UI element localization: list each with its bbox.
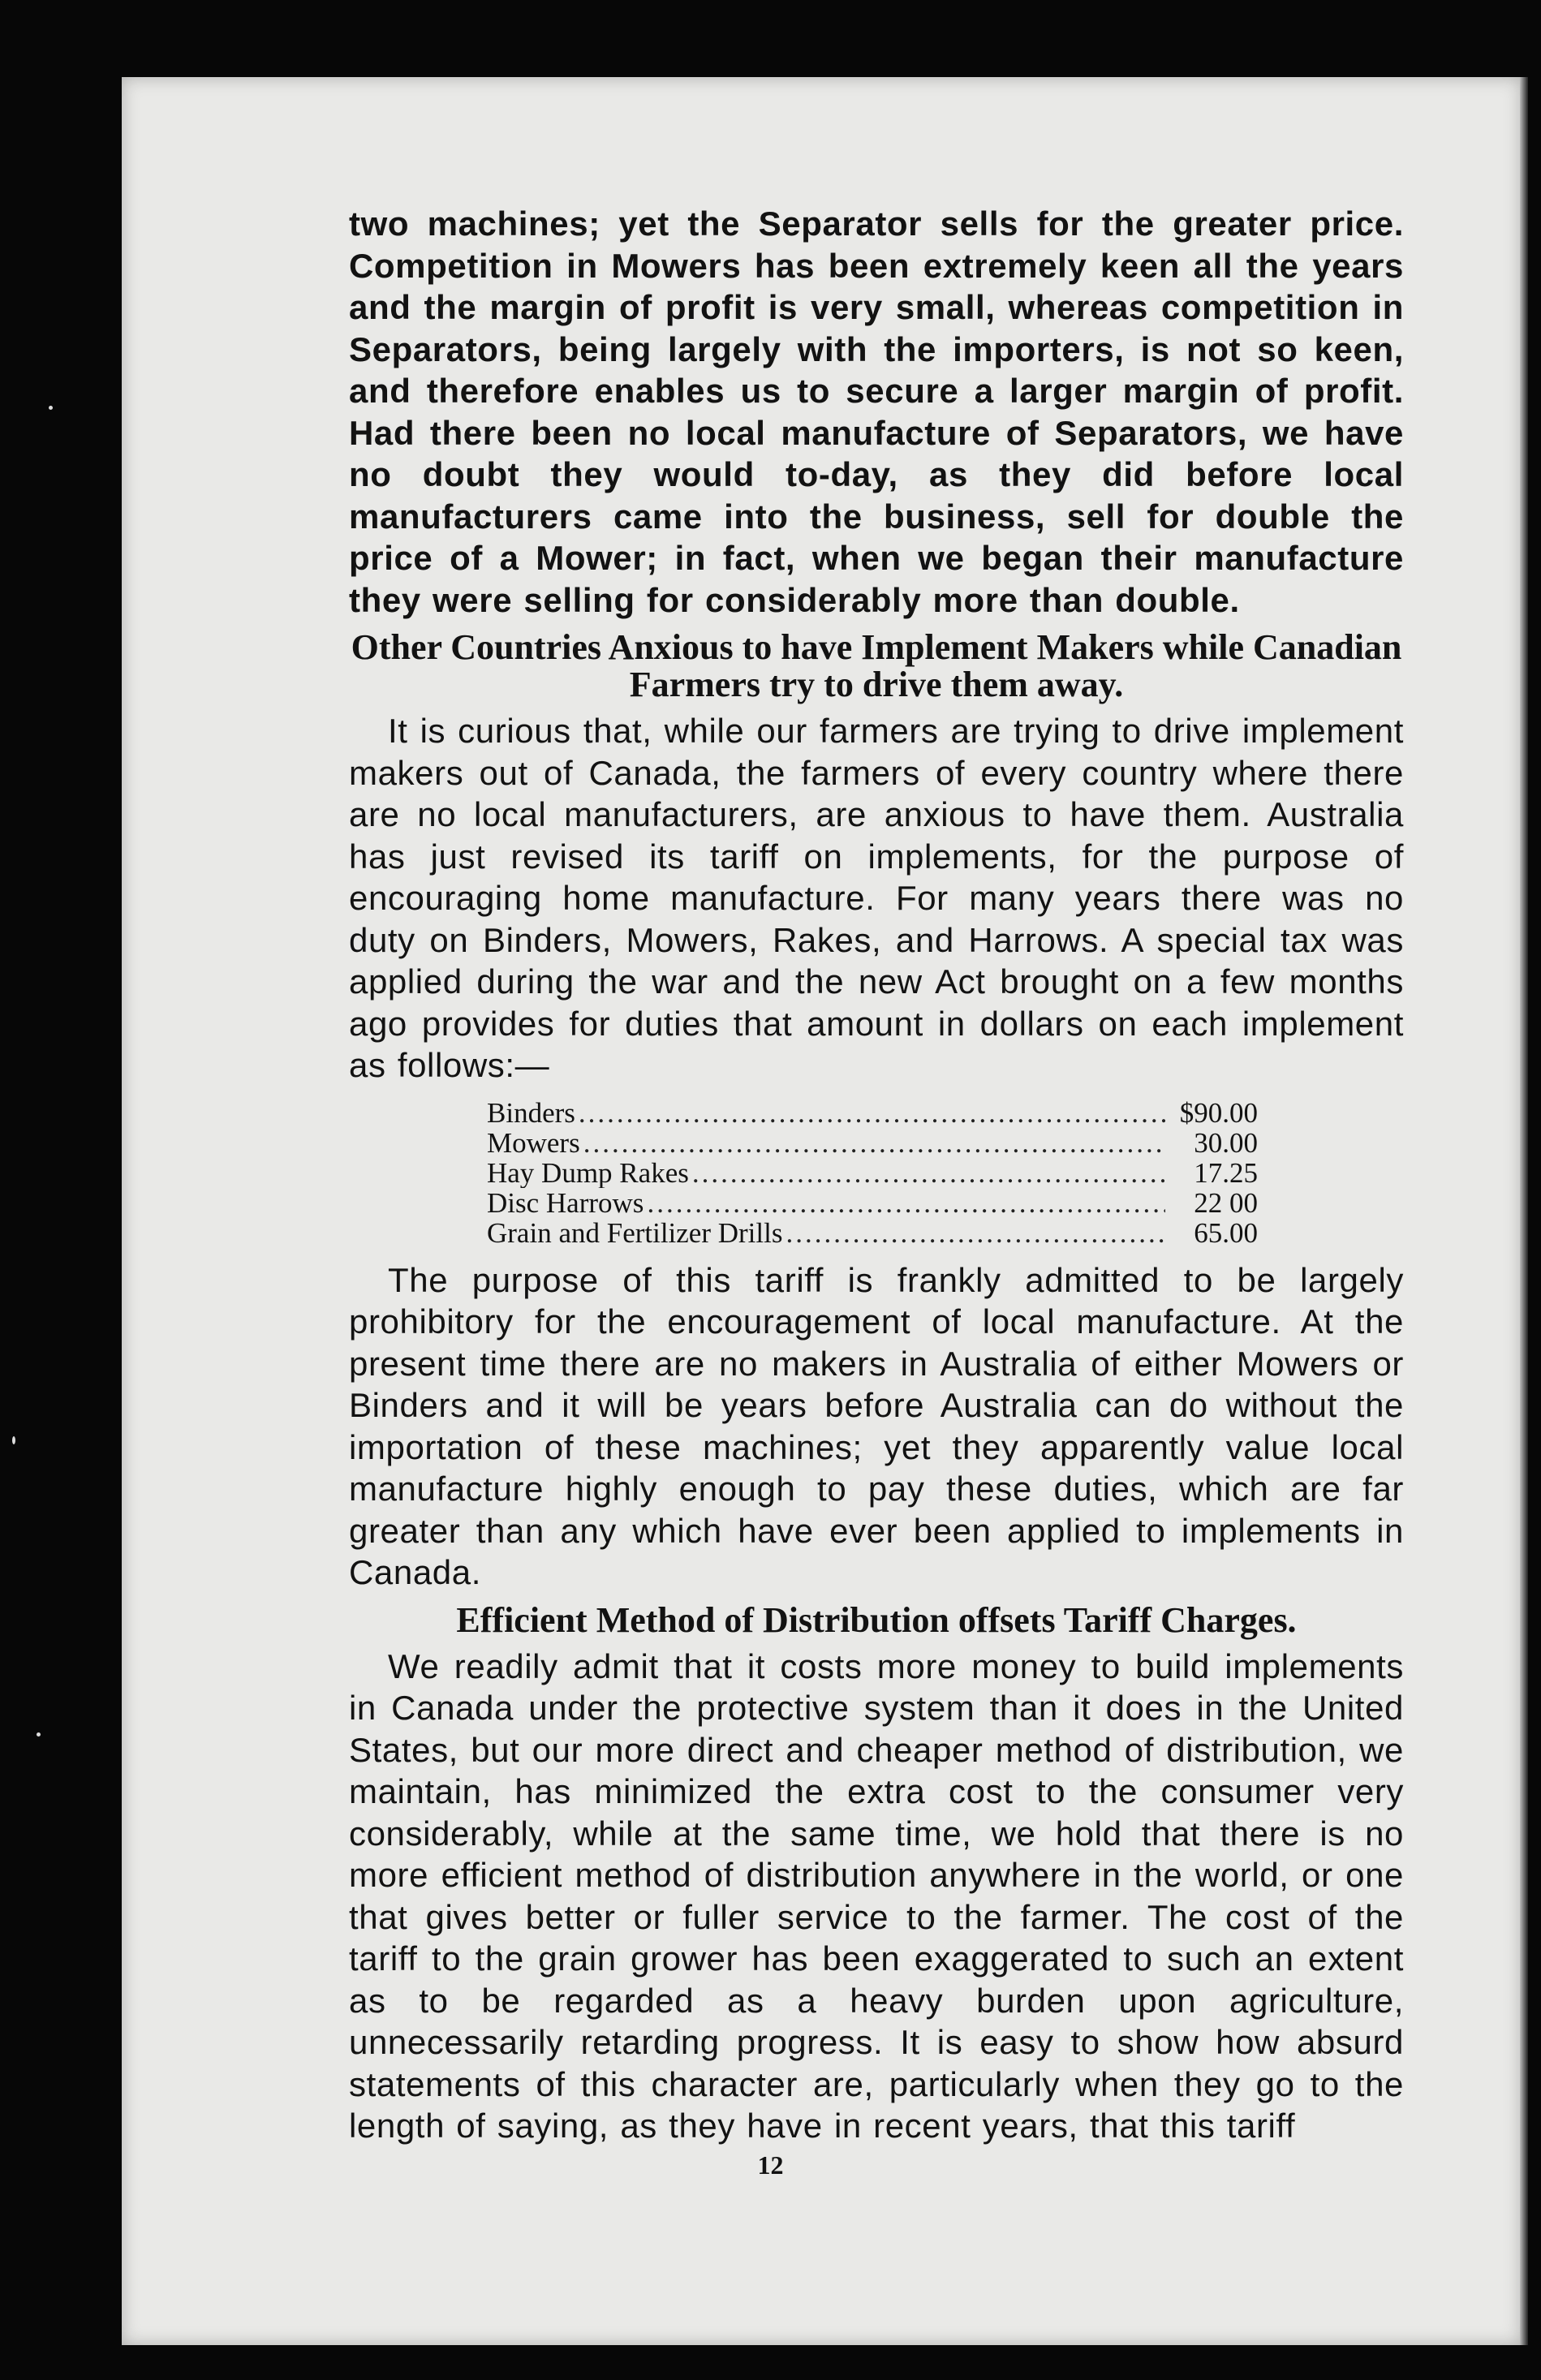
- tariff-item: Hay Dump Rakes: [487, 1157, 689, 1188]
- tariff-amount: 17.25: [1194, 1157, 1258, 1188]
- tariff-table: [487, 1098, 1258, 1248]
- tariff-amount: 65.00: [1194, 1217, 1258, 1248]
- tariff-item: Mowers: [487, 1127, 580, 1158]
- leader-dots: [579, 1098, 1165, 1128]
- scan-speck: [49, 406, 53, 410]
- scan-speck: [37, 1732, 41, 1737]
- tariff-row: [487, 1158, 1258, 1188]
- leader-dots: [692, 1158, 1165, 1188]
- leader-dots: [583, 1128, 1165, 1158]
- page-edge: [1520, 77, 1528, 2345]
- tariff-row: [487, 1098, 1258, 1128]
- tariff-row: [487, 1188, 1258, 1218]
- tariff-row: [487, 1128, 1258, 1158]
- leader-dots: [647, 1188, 1165, 1218]
- page-number: 12: [757, 2150, 784, 2180]
- tariff-item: Disc Harrows: [487, 1187, 644, 1218]
- tariff-item: Grain and Fertilizer Drills: [487, 1217, 783, 1248]
- paragraph-tariff-purpose: The purpose of this tariff is frankly admitted to be largely prohibitory for the encouragement of local manufacture. At the present time there are no makers in Australia of either Mowers or Binders and it will be years before Australia can do without the importation of these machines; yet they apparently value local manufacture highly enough to pay these duties, which are far greater than any which have ever been applied to implements in Canada.: [349, 1260, 1404, 1591]
- paragraph-distribution: We readily admit that it costs more money to build implements in Canada under the protective system than it does in the United States, but our more direct and cheaper method of distribution, we maintain, has minimized the extra cost to the consumer very considerably, while at the same time, we hold that there is no more efficient method of distribution anywhere in the world, or one that gives better or fuller service to the farmer. The cost of the tariff to the grain grower has been exaggerated to such an extent as to be regarded as a heavy burden upon agriculture, unnecessarily retarding progress. It is easy to show how absurd statements of this character are, particularly when they go to the length of saying, as they have in recent years, that this tariff: [349, 1646, 1404, 2145]
- tariff-amount: 30.00: [1194, 1127, 1258, 1158]
- paragraph-australia-tariff: It is curious that, while our farmers are trying to drive implement makers out of Canada, the farmers of every country where there are no local manufacturers, are anxious to have them. Australia has just revised its tariff on implements, for the purpose of encouraging home manufacture. For many years there was no duty on Binders, Mowers, Rakes, and Harrows. A special tax was applied during the war and the new Act brought on a few months ago provides for duties that amount in dollars on each implement as follows:—: [349, 712, 1404, 1084]
- tariff-row: [487, 1218, 1258, 1248]
- page-body: [349, 203, 1404, 2147]
- scan-speck: [12, 1436, 15, 1444]
- section-heading-other-countries: Other Countries Anxious to have Implement Makers while Canadian Farmers try to drive them away.: [351, 627, 1402, 704]
- section-heading-distribution: Efficient Method of Distribution offsets Tariff Charges.: [456, 1599, 1297, 1640]
- leader-dots: [786, 1218, 1165, 1248]
- paragraph-continuation: two machines; yet the Separator sells for the greater price. Competition in Mowers has been extremely keen all the years and the margin of profit is very small, whereas competition in Separators, being largely with the importers, is not so keen, and therefore enables us to secure a larger margin of profit. Had there been no local manufacture of Separators, we have no doubt they would to-day, as they did before local manufacturers came into the business, sell for double the price of a Mower; in fact, when we began their manufacture they were selling for considerably more than double.: [349, 204, 1404, 619]
- tariff-amount: $90.00: [1179, 1097, 1258, 1128]
- tariff-item: Binders: [487, 1097, 575, 1128]
- tariff-amount: 22 00: [1194, 1187, 1258, 1218]
